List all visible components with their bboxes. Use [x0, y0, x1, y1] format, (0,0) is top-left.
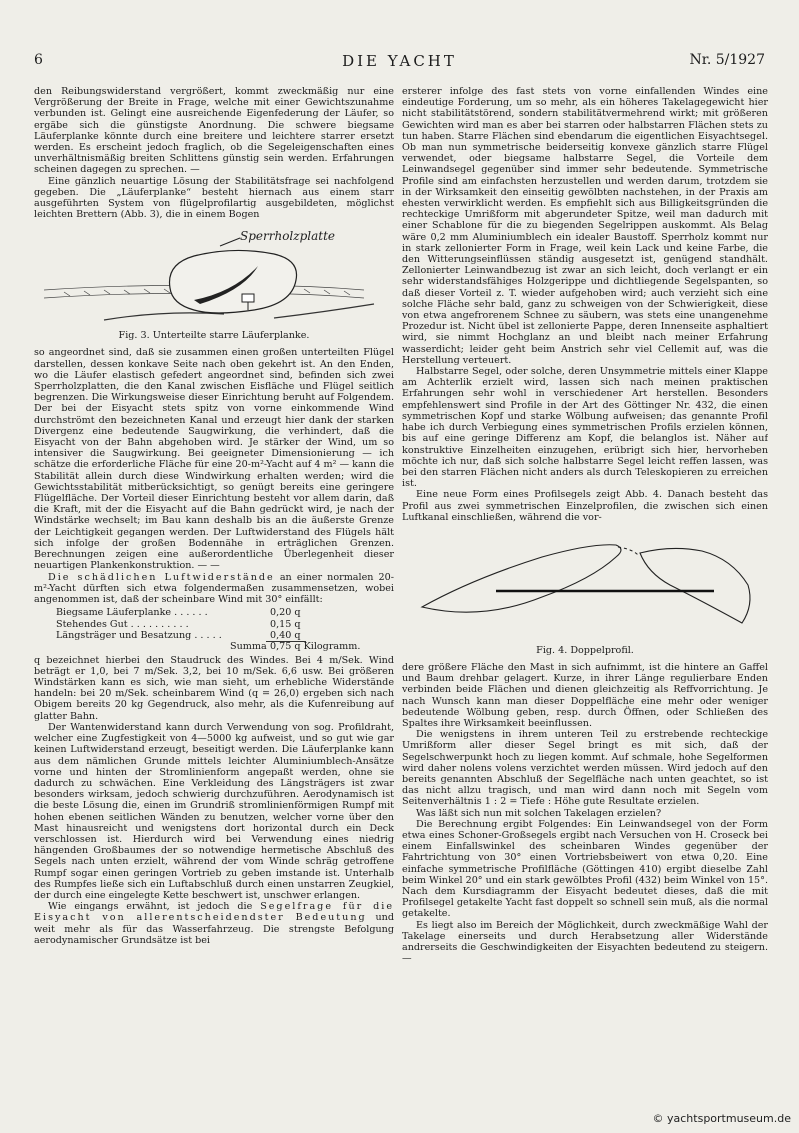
page-number: 6 — [34, 52, 43, 68]
paragraph: Eine gänzlich neuartige Lösung der Stabilitätsfrage sei nachfolgend gegeben. Die „Läuferplanke“ besteht hiernach aus einem starr ausgeführten System von flügelprofilartig ausgebildeten, möglichst leichten Brettern (Abb. 3), die in einem Bogen — [34, 175, 394, 221]
museum-watermark: © yachtsportmuseum.de — [652, 1112, 791, 1125]
paragraph: Die wenigstens in ihrem unteren Teil zu erstrebende rechteckige Umrißform aller dieser Segel bringt es mit sich, daß der Segelschwerpunkt hoch zu liegen kommt. Auf schmale, hohe Segelformen wird daher nolens volens verzichtet werden müssen. Wird jedoch auf den bereits genannten Abschluß der Segelfläche nach unten geachtet, so ist das nicht allzu tragisch, und man wird dann noch mit Segeln vom Seitenverhältnis 1 : 2 = Tiefe : Höhe gute Resultate erzielen. — [402, 729, 768, 808]
paragraph: ersterer infolge des fast stets von vorne einfallenden Windes eine eindeutige Forderung, um so mehr, als ein höheres Takelagegewicht hier nicht stabilitätstörend, sondern stabilitätvermehrend wirkt; mit größeren Gewichten wird man es aber bei starren oder halbstarren Flächen stets zu tun haben. Starre Flächen sind ebendarum die eigentlichen Eisyachtsegel. Ob man nun symmetrische beiderseitig konvexe gänzlich starre Flügel verwendet, oder biegsame halbstarre Segel, die Vorteile dem Leinwandsegel gegenüber sind immer sehr bedeutende. Symmetrische Profile sind am einfachsten herzustellen und werden darum, trotzdem sie in der Wirksamkeit den einseitig gewölbten nachstehen, in der Praxis am ehesten verwirklicht werden. Es empfiehlt sich aus Billigkeitsgründen die rechteckige Umrißform mit abgerundeter Spitze, weil man dadurch mit einer Schablone für die zu biegenden Segelrippen auskommt. Als Belag wäre 0,2 mm Aluminiumblech ein idealer Baustoff. Sperrholz kommt nur in stark zellonierter Form in Frage, weil kein Lack und keine Farbe, die den Witterungseinflüssen ständig ausgesetzt ist, genügend standhält. Zellonierter Leinwandbezug ist zwar an sich leicht, doch verlangt er ein sehr widerstandsfähiges Holzgerippe und dichtliegende Segelspanten, so daß dieser Vorteil z. T. wieder aufgehoben wird; auch verzieht sich eine solche Fläche sehr bald, ganz zu schweigen von der Schwierigkeit, diese von etwa angefrorenem Schnee zu säubern, was stets eine unangenehme Prozedur ist. Nicht übel ist zellonierte Pappe, deren Innenseite asphaltiert wird, sie nimmt Hochglanz an und bleibt nach meiner Erfahrung wasserdicht; leider geht beim Anstrich sehr viel Cellemit auf, was die Herstellung verteuert. — [402, 86, 768, 366]
paragraph: q bezeichnet hierbei den Staudruck des Windes. Bei 4 m/Sek. Wind beträgt er 1,0, bei 7 m/Sek. 3,2, bei 10 m/Sek. 6,6 usw. Bei größeren Windstärken kann es sich, wie man sieht, um erhebliche Widerstände handeln: bei 20 m/Sek. scheinbarem Wind (q = 26,0) ergeben sich nach Obigem bereits 20 kg Gegendruck, also mehr, als die Kufenreibung auf glatter Bahn. — [34, 654, 394, 722]
figure-3-drawing — [44, 224, 384, 328]
front-profile — [422, 545, 621, 612]
paragraph: Wie eingangs erwähnt, ist jedoch die Segelfrage für die Eisyacht von allerentscheidendster Bedeutung und weit mehr als für das Wasserfahrzeug. Die strengste Befolgung aerodynamischer Grundsätze ist bei — [34, 901, 394, 946]
table-row: Biegsame Läuferplanke . . . . . . 0,20 q — [56, 607, 301, 619]
right-column — [402, 86, 768, 1096]
spaced-emphasis: Segelfrage für die Eisyacht von allerentscheidendster Bedeutung — [34, 901, 394, 924]
left-column — [34, 86, 394, 1096]
paragraph: dere größere Fläche den Mast in sich aufnimmt, ist die hintere an Gaffel und Baum drehbar gelagert. Kurze, in ihrer Länge regulierbare Enden verbinden beide Flächen und dienen gleichzeitig als Reffvorrichtung. Je nach Wunsch kann man dieser Doppelfläche eine mehr oder weniger bedeutende Wölbung geben, resp. durch Öffnen, oder Schließen des Spaltes ihre Wirksamkeit beeinflussen. — [402, 661, 768, 729]
figure-3-caption: Fig. 3. Unterteilte starre Läuferplanke. — [118, 330, 310, 342]
mount-block — [242, 294, 254, 302]
paragraph: Eine neue Form eines Profilsegels zeigt Abb. 4. Danach besteht das Profil aus zwei symmetrischen Einzelprofilen, die zwischen sich einen Luftkanal einschließen, während die vor- — [402, 489, 768, 523]
figure-3-label: Sperrholzplatte — [240, 229, 336, 244]
page-header — [34, 52, 765, 74]
figure-4 — [402, 527, 768, 643]
label-arrow — [220, 238, 240, 246]
issue-number: Nr. 5/1927 — [689, 52, 765, 68]
paragraph: Es liegt also im Bereich der Möglichkeit, durch zweckmäßige Wahl der Takelage einerseits und durch Herabsetzung aller Widerstände andrerseits die Geschwindigkeiten der Eisyachten bedeutend zu steigern. — — [402, 919, 768, 965]
figure-4-drawing — [402, 527, 768, 643]
rear-profile — [640, 548, 750, 623]
figure-4-caption: Fig. 4. Doppelprofil. — [536, 644, 634, 656]
table-row: Längsträger und Besatzung . . . . . 0,40 q — [56, 629, 301, 641]
magazine-title: DIE YACHT — [342, 52, 457, 70]
paragraph: Der Wantenwiderstand kann durch Verwendung von sog. Profildraht, welcher eine Zugfestigkeit von 4—5000 kg aufweist, und so gut wie gar keinen Luftwiderstand erzeugt, beseitigt werden. Die Läuferplanke kann aus dem nämlichen Grunde mittels leichter Aluminiumblech-Ansätze vorne und hinten der Stromlinienform angepaßt werden, ohne sie dadurch zu schwächen. Eine Verkleidung des Längsträgers ist zwar besonders wirksam, jedoch schwierig durchzuführen. Aerodynamisch ist die beste Lösung die, einen im Grundriß stromlinienförmigen Rumpf mit hohen ebenen seitlichen Wänden zu benutzen, welcher vorne über den Mast hinausreicht und wenigstens dort horizontal durch ein Deck verschlossen ist. Hierdurch wird bei Verwendung eines niedrig hängenden Großbaumes der so notwendige hermetische Abschluß des Segels nach unten erzielt, während der vom Winde schräg getroffene Rumpf sogar einen geringen Vortrieb zu geben imstande ist. Unterhalb des Rumpfes ließe sich ein Luftabschluß durch einen unstarren Zeugkiel, der durch eine eingelegte Kette beschwert ist, unschwer erlangen. — [34, 721, 394, 901]
paragraph: Halbstarre Segel, oder solche, deren Unsymmetrie mittels einer Klappe am Achterlik erzielt wird, lassen sich nach meinen praktischen Erfahrungen sehr wohl in verschiedener Art herstellen. Besonders empfehlenswert sind Profile in der Art des Göttinger Nr. 432, die einen symmetrischen Kopf und starke Wölbung aufweisen; das genannte Profil habe ich durch Verbiegung eines symmetrischen Profils erzielen können, bis auf eine geringe Differenz am Kopf, die belanglos ist. Näher auf konstruktive Einzelheiten einzugehen, erübrigt sich hier, hervorheben möchte ich nur, daß sich solche halbstarre Segel leicht reffen lassen, was bei den starren Flächen nicht anders als durch Teleskopieren zu erreichen ist. — [402, 366, 768, 490]
table-row: Stehendes Gut . . . . . . . . . . 0,15 q — [56, 618, 301, 630]
paragraph: den Reibungswiderstand vergrößert, kommt zweckmäßig nur eine Vergrößerung der Breite in Frage, welche mit einer Gewichtszunahme verbunden ist. Gelingt eine ausreichende Eigenfederung der Läufer, so ergäbe sich die günstigste Anordnung. Die schwere biegsame Läuferplanke könnte durch eine breitere und leichtere starrer ersetzt werden. Es erscheint jedoch fraglich, ob die Segeleigenschaften eines unverhältnismäßig breiten Schlittens günstig sein werden. Erfahrungen scheinen dagegen zu sprechen. — — [34, 86, 394, 176]
paragraph: so angeordnet sind, daß sie zusammen einen großen unterteilten Flügel darstellen, dessen konkave Seite nach oben gekehrt ist. An den Enden, wo die Läufer elastisch gefedert angeordnet sind, befinden sich zwei Sperrholzplatten, die den Kanal zwischen Eisfläche und Flügel seitlich begrenzen. Die Wirkungsweise dieser Einrichtung beruht auf Folgendem. Der bei der Eisyacht stets spitz von vorne einkommende Wind durchströmt den bezeichneten Kanal und erzeugt hier dank der starken Divergenz eine bedeutende Saugwirkung, die verhindert, daß die Eisyacht von der Bahn abgehoben wird. Je stärker der Wind, um so intensiver die Saugwirkung. Bei geeigneter Dimensionierung — ich schätze die erforderliche Fläche für eine 20-m²-Yacht auf 4 m² — kann die Stabilität allein durch diese Windwirkung erhalten werden; wird die Gewichtsstabilität mitberücksichtigt, so genügt bereits eine geringere Flügelfläche. Der Vorteil dieser Einrichtung besteht vor allem darin, daß die Kraft, mit der die Eisyacht auf die Bahn gedrückt wird, je nach der Windstärke wechselt; im Bau kann deshalb bis an die äußerste Grenze der Leichtigkeit gegangen werden. Der Luftwiderstand des Flügels hält sich infolge der großen Bodennähe in erträglichen Grenzen. Berechnungen zeigen eine außerordentliche Überlegenheit dieser neuartigen Plankenkonstruktion. — — — [34, 347, 394, 572]
figure-3 — [34, 224, 394, 328]
plywood-plate — [170, 251, 297, 314]
resistance-table — [34, 607, 394, 653]
runner-left — [104, 313, 224, 320]
paragraph: Die Berechnung ergibt Folgendes: Ein Leinwandsegel von der Form etwa eines Schoner-Großsegels ergibt nach Versuchen von H. Croseck bei einem Einfallswinkel des scheinbaren Windes gegenüber der Fahrtrichtung von 30° einen Vortriebsbeiwert von etwa 0,20. Eine einfache symmetrische Profilfläche (Göttingen 410) ergibt dieselbe Zahl beim Winkel 20° und ein stark gewölbtes Profil (432) beim Winkel von 15°. Nach dem Kursdiagramm der Eisyacht bedeutet dieses, daß die mit Profilsegel getakelte Yacht fast doppelt so schnell sein muß, als die normal getakelte. — [402, 818, 768, 920]
spaced-emphasis: Die schädlichen Luftwiderstände — [48, 571, 275, 583]
paragraph: Die schädlichen Luftwiderstände an einer normalen 20-m²-Yacht dürften sich etwa folgendermaßen zusammensetzen, wobei angenommen ist, daß der scheinbare Wind mit 30° einfällt: — [34, 571, 394, 605]
question-line: Was läßt sich nun mit solchen Takelagen erzielen? — [416, 807, 662, 819]
runner-right — [274, 304, 374, 318]
table-sum-row: Summa 0,75 q Kilogramm. — [230, 641, 361, 653]
